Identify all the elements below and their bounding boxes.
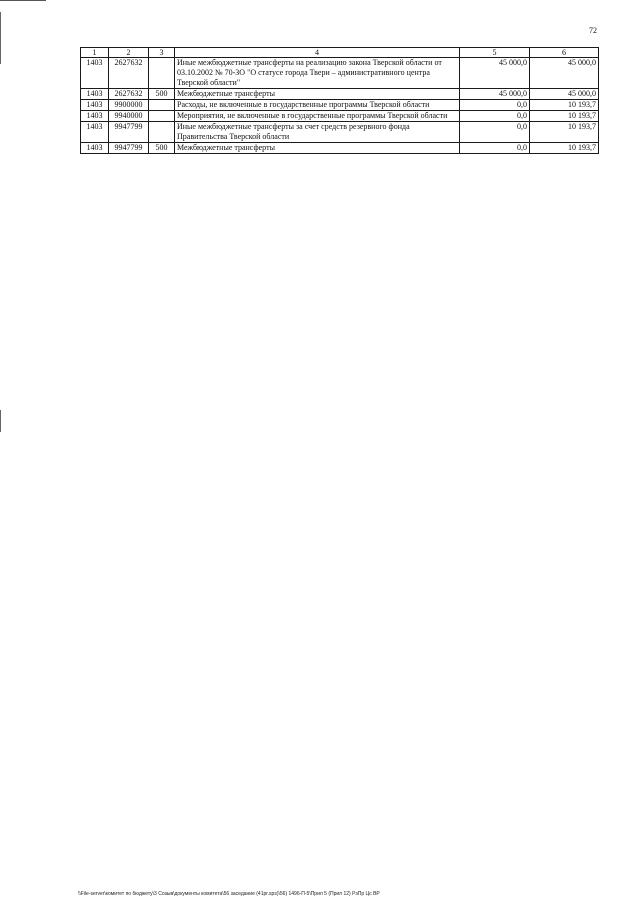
target-article-cell: 2627632 [109, 58, 149, 89]
scan-edge-mark-left-lower [0, 410, 1, 432]
amount-col6-cell: 45 000,0 [530, 58, 599, 89]
amount-col6-cell: 45 000,0 [530, 89, 599, 100]
header-cell-2: 2 [109, 48, 149, 58]
amount-col5-cell: 45 000,0 [460, 89, 530, 100]
table-body [81, 58, 599, 154]
header-cell-5: 5 [460, 48, 530, 58]
header-cell-3: 3 [149, 48, 175, 58]
table-row [81, 58, 599, 89]
table-row [81, 111, 599, 122]
amount-col5-cell: 0,0 [460, 100, 530, 111]
expense-type-cell [149, 58, 175, 89]
description-cell: Иные межбюджетные трансферты на реализацию закона Тверской области от 03.10.2002 № 70-ЗО "О статусе города Твери – административного центра Тверской области" [175, 58, 460, 89]
description-cell: Межбюджетные трансферты [175, 89, 460, 100]
header-cell-1: 1 [81, 48, 109, 58]
table-row [81, 122, 599, 143]
expense-type-cell: 500 [149, 89, 175, 100]
target-article-cell: 9947799 [109, 143, 149, 154]
header-row [81, 48, 599, 58]
section-code-cell: 1403 [81, 143, 109, 154]
scan-edge-mark-top [0, 0, 46, 1]
table-row [81, 100, 599, 111]
table-header [81, 48, 599, 58]
page-number: 72 [589, 26, 597, 35]
amount-col6-cell: 10 193,7 [530, 122, 599, 143]
description-cell: Иные межбюджетные трансферты за счет средств резервного фонда Правительства Тверской области [175, 122, 460, 143]
table-row [81, 143, 599, 154]
amount-col6-cell: 10 193,7 [530, 100, 599, 111]
section-code-cell: 1403 [81, 122, 109, 143]
amount-col6-cell: 10 193,7 [530, 111, 599, 122]
target-article-cell: 9947799 [109, 122, 149, 143]
budget-allocation-table [80, 47, 599, 154]
section-code-cell: 1403 [81, 100, 109, 111]
amount-col5-cell: 45 000,0 [460, 58, 530, 89]
expense-type-cell [149, 100, 175, 111]
amount-col5-cell: 0,0 [460, 143, 530, 154]
table-row [81, 89, 599, 100]
expense-type-cell [149, 111, 175, 122]
target-article-cell: 9900000 [109, 100, 149, 111]
amount-col5-cell: 0,0 [460, 111, 530, 122]
target-article-cell: 2627632 [109, 89, 149, 100]
target-article-cell: 9940000 [109, 111, 149, 122]
amount-col6-cell: 10 193,7 [530, 143, 599, 154]
expense-type-cell [149, 122, 175, 143]
footer-file-path: \\File-server\комитет по бюджету\3 Созыв\документы комитета\56 заседание (41pr.sps)\56) 1496-П-5\Прил 5 (Прил 12) РзПр Цс ВР [78, 891, 380, 897]
amount-col5-cell: 0,0 [460, 122, 530, 143]
scan-edge-mark-left-upper [0, 12, 1, 64]
header-cell-4: 4 [175, 48, 460, 58]
description-cell: Межбюджетные трансферты [175, 143, 460, 154]
section-code-cell: 1403 [81, 89, 109, 100]
description-cell: Мероприятия, не включенные в государственные программы Тверской области [175, 111, 460, 122]
section-code-cell: 1403 [81, 58, 109, 89]
section-code-cell: 1403 [81, 111, 109, 122]
expense-type-cell: 500 [149, 143, 175, 154]
description-cell: Расходы, не включенные в государственные программы Тверской области [175, 100, 460, 111]
header-cell-6: 6 [530, 48, 599, 58]
